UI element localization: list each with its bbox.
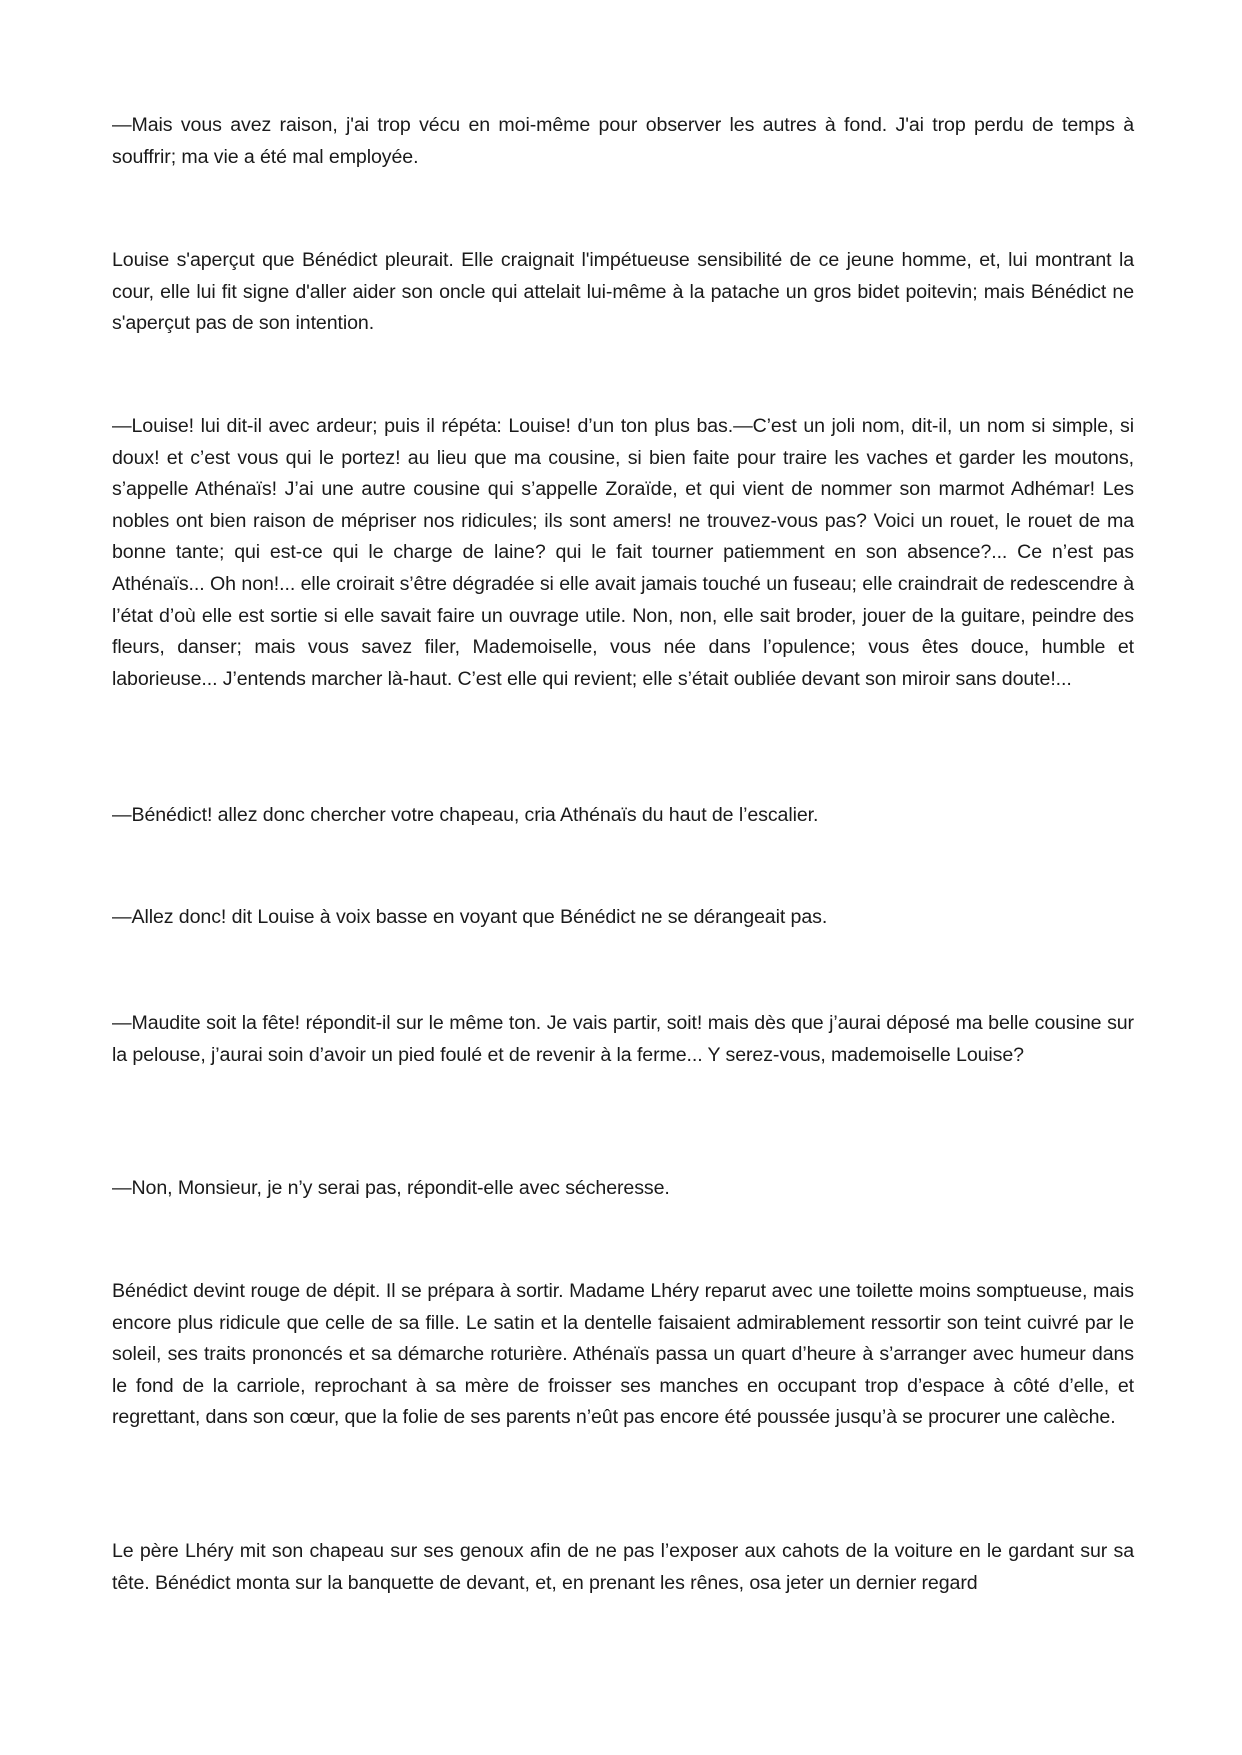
paragraph-5: —Allez donc! dit Louise à voix basse en voyant que Bénédict ne se dérangeait pas. <box>112 906 828 928</box>
paragraph-8: Bénédict devint rouge de dépit. Il se prépara à sortir. Madame Lhéry reparut avec une toilette moins somptueuse, mais encore plus ridicule que celle de sa fille. Le satin et la dentelle faisaient admirablement ressortir son teint cuivré par le soleil, ses traits prononcés et sa démarche roturière. Athénaïs passa un quart d’heure à s’arranger avec humeur dans le fond de la carriole, reprochant à sa mère de froisser ses manches en occupant trop d’espace à côté d’elle, et regrettant, dans son cœur, que la folie de ses parents n’eût pas encore été poussée jusqu’à se procurer une calèche. <box>112 1280 1134 1429</box>
paragraph-9: Le père Lhéry mit son chapeau sur ses genoux afin de ne pas l’exposer aux cahots de la voiture en le gardant sur sa tête. Bénédict monta sur la banquette de devant, et, en prenant les rênes, osa jeter un dernier regard <box>112 1540 1134 1594</box>
paragraph-3: —Louise! lui dit-il avec ardeur; puis il répéta: Louise! d’un ton plus bas.—C’est un joli nom, dit-il, un nom si simple, si doux! et c’est vous qui le portez! au lieu que ma cousine, si bien faite pour traire les vaches et garder les moutons, s’appelle Athénaïs! J’ai une autre cousine qui s’appelle Zoraïde, et qui vient de nommer son marmot Adhémar! Les nobles ont bien raison de mépriser nos ridicules; ils sont amers! ne trouvez-vous pas? Voici un rouet, le rouet de ma bonne tante; qui est-ce qui le charge de laine? qui le fait tourner patiemment en son absence?... Ce n’est pas Athénaïs... Oh non!... elle croirait s’être dégradée si elle avait jamais touché un fuseau; elle craindrait de redescendre à l’état d’où elle est sortie si elle savait faire un ouvrage utile. Non, non, elle sait broder, jouer de la guitare, peindre des fleurs, danser; mais vous savez filer, Mademoiselle, vous née dans l’opulence; vous êtes douce, humble et laborieuse... J’entends marcher là-haut. C’est elle qui revient; elle s’était oubliée devant son miroir sans doute!... <box>112 415 1134 690</box>
paragraph-7: —Non, Monsieur, je n’y serai pas, répondit-elle avec sécheresse. <box>112 1177 670 1199</box>
paragraph-1: —Mais vous avez raison, j'ai trop vécu en moi-même pour observer les autres à fond. J'ai trop perdu de temps à souffrir; ma vie a été mal employée. <box>112 114 1134 168</box>
paragraph-4: —Bénédict! allez donc chercher votre chapeau, cria Athénaïs du haut de l’escalier. <box>112 804 819 826</box>
paragraph-2: Louise s'aperçut que Bénédict pleurait. Elle craignait l'impétueuse sensibilité de ce jeune homme, et, lui montrant la cour, elle lui fit signe d'aller aider son oncle qui attelait lui-même à la patache un gros bidet poitevin; mais Bénédict ne s'aperçut pas de son intention. <box>112 249 1134 335</box>
paragraph-6: —Maudite soit la fête! répondit-il sur le même ton. Je vais partir, soit! mais dès que j’aurai déposé ma belle cousine sur la pelouse, j’aurai soin d’avoir un pied foulé et de revenir à la ferme... Y serez-vous, mademoiselle Louise? <box>112 1012 1134 1066</box>
